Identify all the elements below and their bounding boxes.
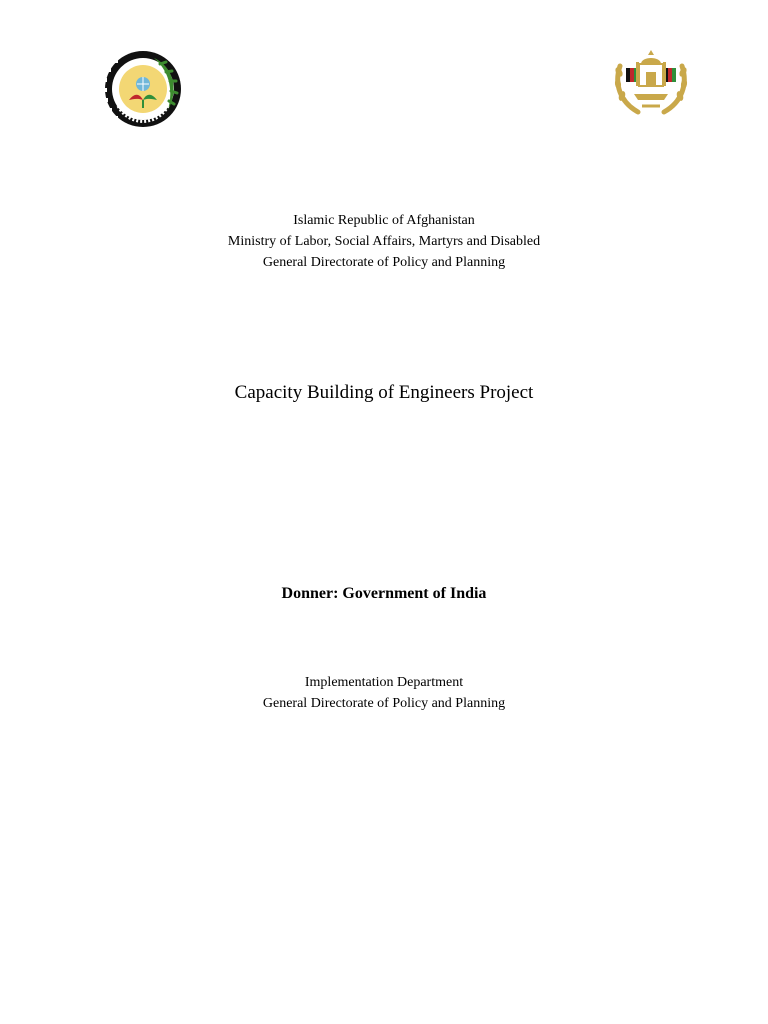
donor-line: Donner: Government of India — [281, 585, 487, 602]
header-block — [0, 210, 768, 273]
implementation-department: Implementation Department — [304, 675, 464, 690]
document-title: Capacity Building of Engineers Project — [234, 382, 534, 403]
ministry-name: Ministry of Labor, Social Affairs, Martyrs and Disabled — [227, 234, 541, 249]
country-name: Islamic Republic of Afghanistan — [293, 213, 475, 228]
national-emblem-icon — [610, 46, 692, 118]
directorate-name: General Directorate of Policy and Planning — [262, 255, 506, 270]
implementation-block — [0, 672, 768, 714]
ministry-seal-icon — [102, 48, 184, 130]
national-emblem-logo — [610, 46, 692, 118]
donor-block — [0, 583, 768, 605]
implementation-directorate: General Directorate of Policy and Planning — [262, 696, 506, 711]
ministry-seal-logo — [102, 48, 184, 130]
title-block — [0, 380, 768, 406]
